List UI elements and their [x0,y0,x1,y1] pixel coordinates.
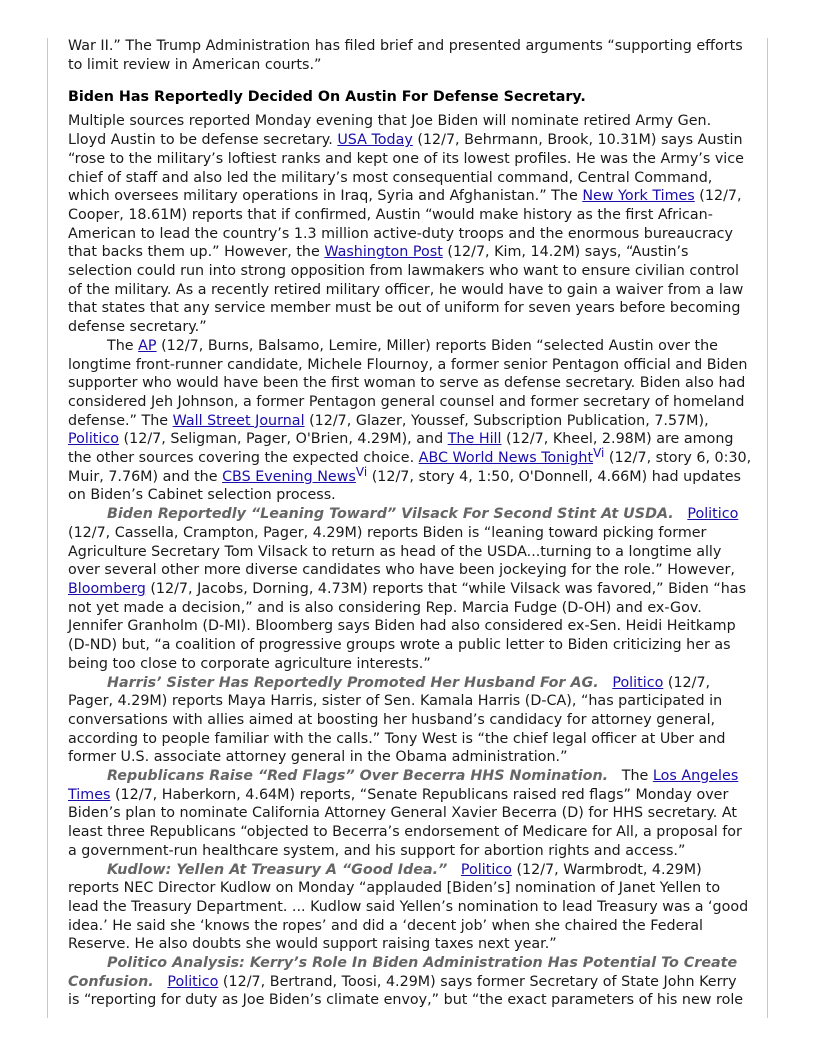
harris-subhead: Harris’ Sister Has Reportedly Promoted Her Husband For AG. [107,674,599,691]
video-icon[interactable]: Vi [355,464,368,479]
austin-paragraph-1: Multiple sources reported Monday evening that Joe Biden will nominate retired Army Gen. Lloyd Austin to be defense secretary. USA Today (12/7, Behrmann, Brook, 10.31M) says Austin “rose to the military’s loftiest ranks and kept one of its lowest profiles. He was the Army’s vice chief of staff and also led the military’s most consequential command, Central Command, which oversees military operations in Iraq, Syria and Afghanistan.” The New York Times (12/7, Cooper, 18.61M) reports that if confirmed, Austin “would make history as the first African-American to lead the country’s 1.3 million active-duty troops and the enormous bureaucracy that backs them up.” However, the Washington Post (12/7, Kim, 14.2M) says, “Austin’s selection could run into strong opposition from lawmakers who want to ensure civilian control of the military. As a recently retired military officer, he would have to gain a waiver from a law that states that any service member must be out of uniform for seven years before becoming defense secretary.” [68,113,744,336]
document-page [68,37,752,1010]
becerra-subhead: Republicans Raise “Red Flags” Over Becerra HHS Nomination. [107,768,609,785]
austin-paragraph-2: The AP (12/7, Burns, Balsamo, Lemire, Miller) reports Biden “selected Austin over the longtime front-runner candidate, Michele Flournoy, a former senior Pentagon official and Biden supporter who would have been the first woman to serve as defense secretary. Biden also had considered Jeh Johnson, a former Pentagon general counsel and former secretary of homeland defense.” The Wall Street Journal (12/7, Glazer, Youssef, Subscription Publication, 7.57M), Politico (12/7, Seligman, Pager, O'Brien, 4.29M), and The Hill (12/7, Kheel, 2.98M) are among the other sources covering the expected choice. ABC World News Tonight$^{Vi}$ (12/7, story 6, 0:30, Muir, 7.76M) and the CBS Evening News$^{Vi}$ (12/7, story 4, 1:50, O'Donnell, 4.66M) had updates on Biden’s Cabinet selection process. [68,337,752,504]
link-abc-world-news-tonight[interactable]: ABC World News Tonight [418,450,594,467]
article-headline: Biden Has Reportedly Decided On Austin For Defense Secretary. [68,89,586,106]
vilsack-subhead: Biden Reportedly “Leaning Toward” Vilsack For Second Stint At USDA. [107,506,674,523]
link-wall-street-journal[interactable]: Wall Street Journal [172,412,305,429]
kerry-subhead: Politico Analysis: Kerry’s Role In Biden Administration Has Potential To Create Confusion. [68,955,738,990]
link-bloomberg[interactable]: Bloomberg [68,580,146,597]
link-politico[interactable]: Politico [612,674,664,691]
harris-item: Harris’ Sister Has Reportedly Promoted Her Husband For AG. Politico (12/7, Pager, 4.29M) reports Maya Harris, sister of Sen. Kamala Harris (D-CA), “has participated in conversations with allies aimed at boosting her husband’s candidacy for attorney general, according to people familiar with the calls.” Tony West is “the chief legal officer at Uber and former U.S. associate attorney general in the Obama administration.” [68,674,726,766]
link-politico[interactable]: Politico [68,431,119,448]
link-new-york-times[interactable]: New York Times [582,188,695,205]
video-icon[interactable]: Vi [593,446,605,461]
link-washington-post[interactable]: Washington Post [324,244,443,261]
kerry-item: Politico Analysis: Kerry’s Role In Biden Administration Has Potential To Create Confusion. Politico (12/7, Bertrand, Toosi, 4.29M) says former Secretary of State John Kerry is “reporting for duty as Joe Biden’s climate envoy,” but “the exact parameters of his new role [68,955,744,1009]
link-politico[interactable]: Politico [687,506,739,523]
left-margin-rule [47,38,48,1018]
link-cbs-evening-news[interactable]: CBS Evening News [222,468,356,485]
link-politico[interactable]: Politico [167,973,219,990]
vilsack-item: Biden Reportedly “Leaning Toward” Vilsack For Second Stint At USDA. Politico (12/7, Cassella, Crampton, Pager, 4.29M) reports Biden is “leaning toward picking former Agriculture Secretary Tom Vilsack to return as head of the USDA...turning to a longtime ally over several other more diverse candidates who have been jockeying for the role.” However, Bloomberg (12/7, Jacobs, Dorning, 4.73M) reports that “while Vilsack was favored,” Biden “has not yet made a decision,” and is also considering Rep. Marcia Fudge (D-OH) and ex-Gov. Jennifer Granholm (D-MI). Bloomberg says Biden had also considered ex-Sen. Heidi Heitkamp (D-ND) but, “a coalition of progressive groups wrote a public letter to Biden criticizing her as being too close to corporate agriculture interests.” [68,506,747,672]
right-margin-rule [767,38,768,1018]
link-ap[interactable]: AP [138,337,157,354]
link-los-angeles-times[interactable]: Los Angeles Times [68,768,739,803]
link-usa-today[interactable]: USA Today [337,132,413,149]
link-politico[interactable]: Politico [460,861,512,878]
link-the-hill[interactable]: The Hill [447,431,502,448]
becerra-item: Republicans Raise “Red Flags” Over Becerra HHS Nomination. The Los Angeles Times (12/7, Haberkorn, 4.64M) reports, “Senate Republicans raised red flags” Monday over Biden’s plan to nominate California Attorney General Xavier Becerra (D) for HHS secretary. At least three Republicans “objected to Becerra’s endorsement of Medicare for All, a proposal for a government-run healthcare system, and his support for abortion rights and access.” [68,768,742,859]
kudlow-subhead: Kudlow: Yellen At Treasury A “Good Idea.” [107,861,448,878]
kudlow-item: Kudlow: Yellen At Treasury A “Good Idea.” Politico (12/7, Warmbrodt, 4.29M) reports NEC Director Kudlow on Monday “applauded [Biden’s] nomination of Janet Yellen to lead the Treasury Department. ... Kudlow said Yellen’s nomination to lead Treasury was a ‘good idea.’ He said she ‘knows the ropes’ and did a ‘decent job’ when she chaired the Federal Reserve. He also doubts she would support raising taxes next year.” [68,861,749,953]
intro-paragraph: War II.” The Trump Administration has filed brief and presented arguments “supporting efforts to limit review in American courts.” [68,38,743,73]
